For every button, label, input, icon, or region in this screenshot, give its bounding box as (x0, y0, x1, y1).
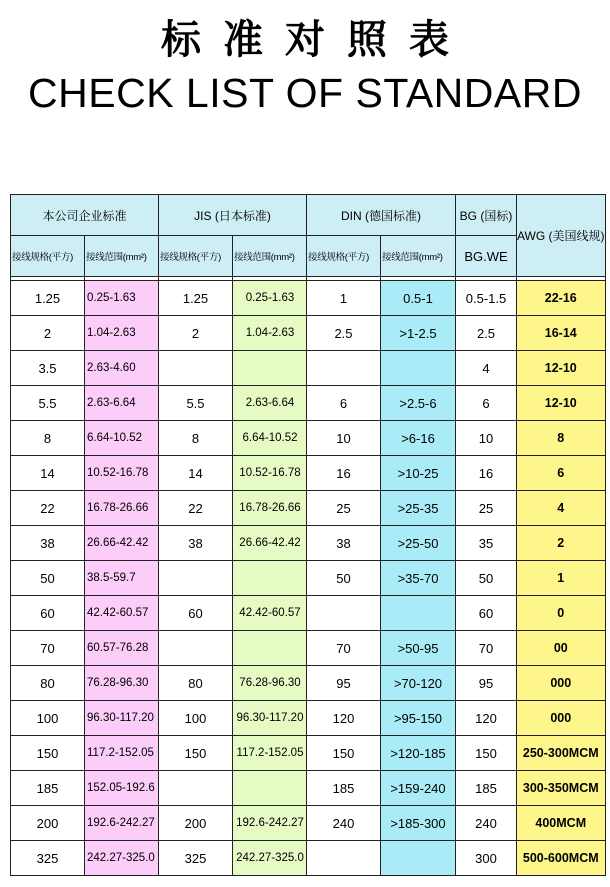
cell-jis-range: 192.6-242.27 (233, 806, 307, 841)
cell-jis-spec: 5.5 (159, 386, 233, 421)
cell-din-spec: 6 (307, 386, 381, 421)
cell-din-range: >10-25 (381, 456, 456, 491)
cell-awg: 2 (517, 526, 606, 561)
cell-din-range: >95-150 (381, 701, 456, 736)
cell-bg-we: 120 (456, 701, 517, 736)
cell-company-range: 38.5-59.7 (85, 561, 159, 596)
cell-jis-range: 96.30-117.20 (233, 701, 307, 736)
cell-jis-spec (159, 631, 233, 666)
cell-jis-spec: 14 (159, 456, 233, 491)
cell-din-spec: 2.5 (307, 316, 381, 351)
table-row (11, 841, 606, 876)
cell-bg-we: 35 (456, 526, 517, 561)
cell-jis-range: 16.78-26.66 (233, 491, 307, 526)
cell-company-range: 117.2-152.05 (85, 736, 159, 771)
cell-company-range: 6.64-10.52 (85, 421, 159, 456)
cell-din-range: >35-70 (381, 561, 456, 596)
header-din-range: 接线范围(mm²) (381, 236, 456, 277)
cell-din-spec: 95 (307, 666, 381, 701)
cell-bg-we: 25 (456, 491, 517, 526)
cell-company-spec: 8 (11, 421, 85, 456)
cell-company-range: 192.6-242.27 (85, 806, 159, 841)
cell-din-range: >159-240 (381, 771, 456, 806)
table-row (11, 666, 606, 701)
table-row (11, 806, 606, 841)
cell-awg: 00 (517, 631, 606, 666)
cell-bg-we: 50 (456, 561, 517, 596)
cell-awg: 6 (517, 456, 606, 491)
cell-jis-range: 76.28-96.30 (233, 666, 307, 701)
cell-bg-we: 0.5-1.5 (456, 281, 517, 316)
header-awg-standard: AWG (美国线规) (517, 195, 606, 277)
table-row (11, 456, 606, 491)
cell-company-range: 10.52-16.78 (85, 456, 159, 491)
cell-company-range: 2.63-4.60 (85, 351, 159, 386)
cell-awg: 12-10 (517, 351, 606, 386)
header-bg-we: BG.WE (456, 236, 517, 277)
cell-jis-spec (159, 771, 233, 806)
cell-company-range: 0.25-1.63 (85, 281, 159, 316)
cell-din-range: 0.5-1 (381, 281, 456, 316)
cell-awg: 22-16 (517, 281, 606, 316)
table-row (11, 561, 606, 596)
cell-jis-range: 6.64-10.52 (233, 421, 307, 456)
cell-bg-we: 95 (456, 666, 517, 701)
cell-din-spec: 120 (307, 701, 381, 736)
cell-din-range: >1-2.5 (381, 316, 456, 351)
cell-din-spec (307, 841, 381, 876)
cell-din-spec: 1 (307, 281, 381, 316)
cell-company-spec: 38 (11, 526, 85, 561)
table-row (11, 281, 606, 316)
cell-jis-spec: 22 (159, 491, 233, 526)
table-row (11, 351, 606, 386)
cell-jis-spec: 100 (159, 701, 233, 736)
cell-din-spec: 38 (307, 526, 381, 561)
cell-company-range: 42.42-60.57 (85, 596, 159, 631)
cell-din-spec: 25 (307, 491, 381, 526)
cell-din-spec: 70 (307, 631, 381, 666)
cell-company-range: 76.28-96.30 (85, 666, 159, 701)
cell-company-spec: 70 (11, 631, 85, 666)
cell-company-spec: 185 (11, 771, 85, 806)
header-din-standard: DIN (德国标准) (307, 195, 456, 236)
cell-company-range: 96.30-117.20 (85, 701, 159, 736)
cell-jis-range: 42.42-60.57 (233, 596, 307, 631)
cell-bg-we: 150 (456, 736, 517, 771)
cell-jis-spec (159, 561, 233, 596)
table-row (11, 701, 606, 736)
cell-jis-spec: 38 (159, 526, 233, 561)
cell-awg: 0 (517, 596, 606, 631)
cell-bg-we: 16 (456, 456, 517, 491)
cell-din-range (381, 596, 456, 631)
cell-jis-spec: 1.25 (159, 281, 233, 316)
cell-company-spec: 100 (11, 701, 85, 736)
table-row (11, 736, 606, 771)
cell-jis-range: 1.04-2.63 (233, 316, 307, 351)
cell-awg: 250-300MCM (517, 736, 606, 771)
cell-company-spec: 150 (11, 736, 85, 771)
cell-jis-spec: 325 (159, 841, 233, 876)
cell-bg-we: 10 (456, 421, 517, 456)
cell-din-range: >25-35 (381, 491, 456, 526)
cell-company-spec: 325 (11, 841, 85, 876)
cell-bg-we: 4 (456, 351, 517, 386)
cell-jis-range: 2.63-6.64 (233, 386, 307, 421)
cell-jis-range (233, 771, 307, 806)
cell-bg-we: 185 (456, 771, 517, 806)
cell-company-spec: 2 (11, 316, 85, 351)
cell-din-range: >70-120 (381, 666, 456, 701)
cell-din-range: >185-300 (381, 806, 456, 841)
table-row (11, 491, 606, 526)
cell-awg: 4 (517, 491, 606, 526)
cell-jis-range (233, 561, 307, 596)
cell-jis-range: 10.52-16.78 (233, 456, 307, 491)
cell-din-spec: 10 (307, 421, 381, 456)
header-jis-spec: 接线规格(平方) (159, 236, 233, 277)
cell-awg: 1 (517, 561, 606, 596)
cell-jis-spec: 80 (159, 666, 233, 701)
cell-din-spec: 16 (307, 456, 381, 491)
cell-jis-spec: 60 (159, 596, 233, 631)
header-bg-standard: BG (国标) (456, 195, 517, 236)
cell-company-range: 16.78-26.66 (85, 491, 159, 526)
cell-jis-range: 0.25-1.63 (233, 281, 307, 316)
cell-company-range: 60.57-76.28 (85, 631, 159, 666)
cell-jis-spec: 150 (159, 736, 233, 771)
table-row (11, 771, 606, 806)
cell-jis-range: 26.66-42.42 (233, 526, 307, 561)
cell-bg-we: 6 (456, 386, 517, 421)
cell-bg-we: 70 (456, 631, 517, 666)
cell-awg: 8 (517, 421, 606, 456)
cell-bg-we: 300 (456, 841, 517, 876)
cell-company-range: 26.66-42.42 (85, 526, 159, 561)
cell-bg-we: 240 (456, 806, 517, 841)
cell-din-range: >2.5-6 (381, 386, 456, 421)
header-company-spec: 接线规格(平方) (11, 236, 85, 277)
cell-company-spec: 3.5 (11, 351, 85, 386)
cell-company-spec: 5.5 (11, 386, 85, 421)
header-jis-standard: JIS (日本标准) (159, 195, 307, 236)
cell-jis-range (233, 631, 307, 666)
cell-company-spec: 80 (11, 666, 85, 701)
cell-jis-range: 242.27-325.0 (233, 841, 307, 876)
cell-jis-range (233, 351, 307, 386)
cell-din-spec: 240 (307, 806, 381, 841)
table-row (11, 386, 606, 421)
cell-bg-we: 60 (456, 596, 517, 631)
header-jis-range: 接线范围(mm²) (233, 236, 307, 277)
cell-company-spec: 1.25 (11, 281, 85, 316)
cell-jis-spec (159, 351, 233, 386)
cell-din-range (381, 351, 456, 386)
cell-din-range (381, 841, 456, 876)
cell-company-spec: 200 (11, 806, 85, 841)
cell-din-range: >25-50 (381, 526, 456, 561)
cell-din-range: >50-95 (381, 631, 456, 666)
cell-awg: 16-14 (517, 316, 606, 351)
cell-company-range: 1.04-2.63 (85, 316, 159, 351)
page-title-english: CHECK LIST OF STANDARD (28, 70, 582, 116)
cell-bg-we: 2.5 (456, 316, 517, 351)
cell-jis-spec: 200 (159, 806, 233, 841)
cell-din-spec: 150 (307, 736, 381, 771)
cell-jis-spec: 8 (159, 421, 233, 456)
cell-company-range: 242.27-325.0 (85, 841, 159, 876)
cell-awg: 400MCM (517, 806, 606, 841)
cell-company-spec: 22 (11, 491, 85, 526)
header-company-range: 接线范围(mm²) (85, 236, 159, 277)
header-din-spec: 接线规格(平方) (307, 236, 381, 277)
page-title-chinese: 标准对照表 (161, 17, 471, 63)
cell-company-range: 2.63-6.64 (85, 386, 159, 421)
table-row (11, 421, 606, 456)
cell-jis-spec: 2 (159, 316, 233, 351)
cell-din-spec: 50 (307, 561, 381, 596)
cell-awg: 12-10 (517, 386, 606, 421)
cell-din-spec: 185 (307, 771, 381, 806)
table-row (11, 596, 606, 631)
table-row (11, 316, 606, 351)
cell-awg: 300-350MCM (517, 771, 606, 806)
standard-comparison-table (10, 194, 606, 876)
cell-awg: 000 (517, 666, 606, 701)
cell-din-range: >120-185 (381, 736, 456, 771)
cell-company-spec: 50 (11, 561, 85, 596)
cell-company-range: 152.05-192.6 (85, 771, 159, 806)
cell-company-spec: 14 (11, 456, 85, 491)
cell-din-spec (307, 351, 381, 386)
cell-din-spec (307, 596, 381, 631)
cell-jis-range: 117.2-152.05 (233, 736, 307, 771)
header-company-standard: 本公司企业标准 (11, 195, 159, 236)
cell-company-spec: 60 (11, 596, 85, 631)
cell-awg: 000 (517, 701, 606, 736)
table-row (11, 526, 606, 561)
cell-awg: 500-600MCM (517, 841, 606, 876)
cell-din-range: >6-16 (381, 421, 456, 456)
table-row (11, 631, 606, 666)
